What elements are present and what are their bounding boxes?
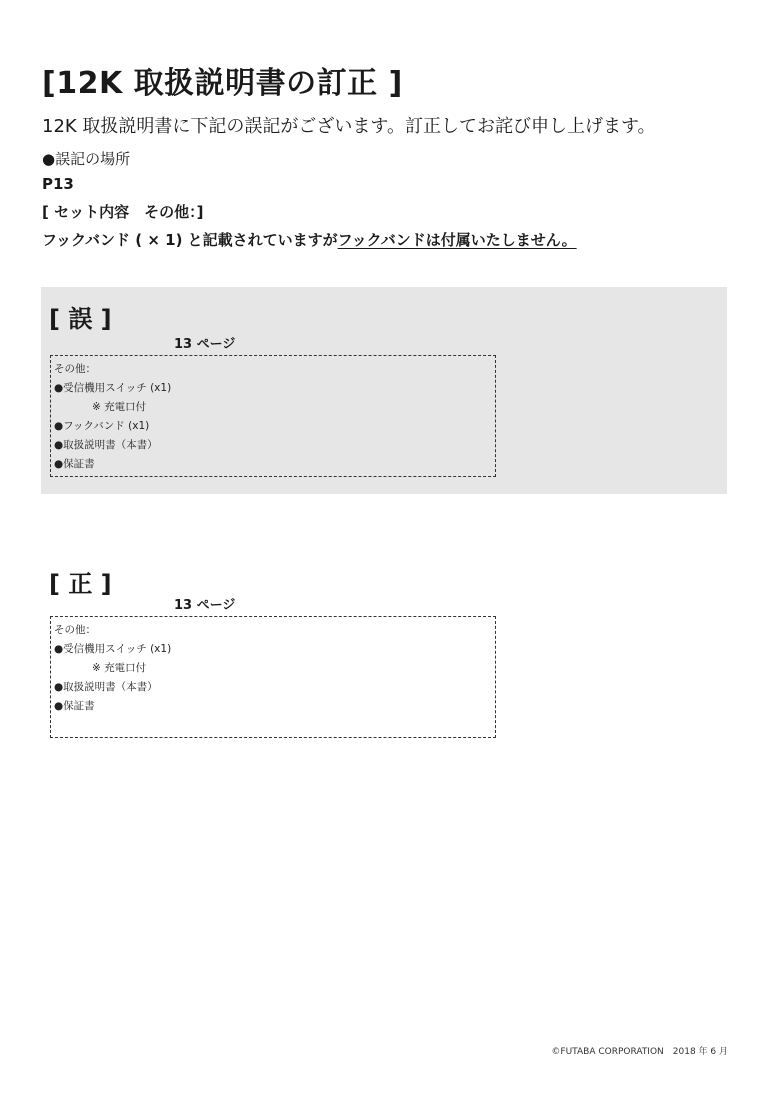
error-location-label: ●誤記の場所 [42,150,131,168]
correct-section [41,560,727,760]
wrong-contents-box [50,355,496,477]
document-title: [12K 取扱説明書の訂正 ] [42,66,403,101]
error-detail-correction: フックバンドは付属いたしません。 [337,231,577,249]
wrong-heading: [ 誤 ] [49,305,112,333]
intro-text: 12K 取扱説明書に下記の誤記がございます。訂正してお詫び申し上げます。 [42,116,656,137]
correct-contents-box [50,616,496,738]
correct-item-manual: ●取扱説明書（本書） [54,681,158,693]
copyright-footer: ©FUTABA CORPORATION 2018 年 6 月 [551,1047,728,1057]
correct-item-warranty: ●保証書 [54,700,95,712]
correct-heading: [ 正 ] [49,570,112,598]
wrong-section [41,287,727,494]
correct-page-label: 13 ページ [174,598,236,613]
section-reference: [ セット内容 その他：] [42,203,204,221]
wrong-item-manual: ●取扱説明書（本書） [54,439,158,451]
correct-item-switch: ●受信機用スイッチ (x1) [54,643,172,655]
wrong-item-heading: その他： [54,363,96,375]
wrong-item-note: ※ 充電口付 [92,401,147,413]
error-detail [42,229,577,250]
wrong-item-warranty: ●保証書 [54,458,95,470]
correct-item-note: ※ 充電口付 [92,662,147,674]
page-reference: P13 [42,175,74,193]
correct-item-heading: その他： [54,624,96,636]
wrong-item-hookband: ●フックバンド (x1) [54,420,150,432]
wrong-page-label: 13 ページ [174,337,236,352]
error-detail-prefix: フックバンド ( × 1) と記載されていますが [42,231,338,249]
wrong-item-switch: ●受信機用スイッチ (x1) [54,382,172,394]
